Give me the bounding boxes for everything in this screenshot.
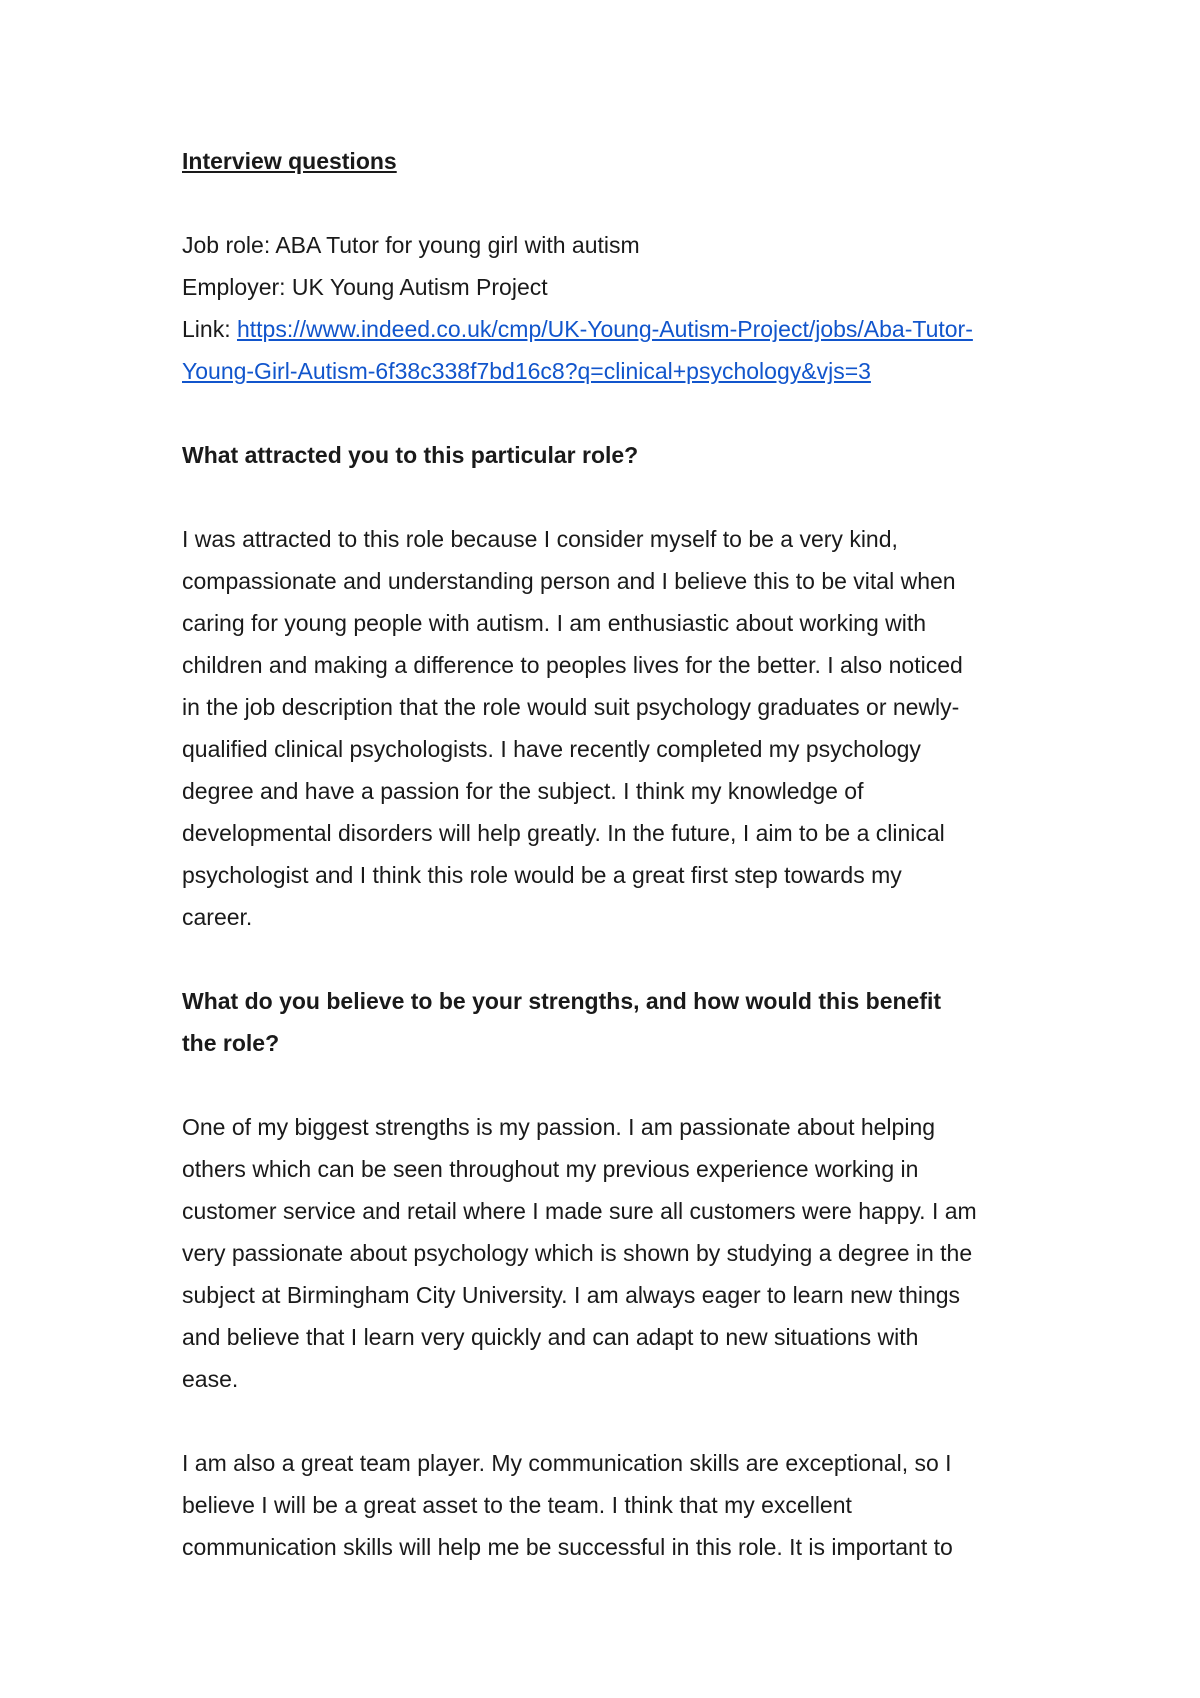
answer-1-line: caring for young people with autism. I am enthusiastic about working with — [182, 610, 927, 636]
answer-2-line: subject at Birmingham City University. I am always eager to learn new things — [182, 1282, 961, 1308]
answer-1-line: qualified clinical psychologists. I have recently completed my psychology — [182, 736, 921, 762]
answer-2-line: customer service and retail where I made sure all customers were happy. I am — [182, 1198, 977, 1224]
answer-3 — [182, 1442, 1034, 1568]
answer-1-line: I was attracted to this role because I consider myself to be a very kind, — [182, 526, 898, 552]
question-1: What attracted you to this particular role? — [182, 442, 639, 468]
answer-1-line: career. — [182, 904, 253, 930]
answer-1-line: degree and have a passion for the subject. I think my knowledge of — [182, 778, 864, 804]
answer-3-line: communication skills will help me be successful in this role. It is important to — [182, 1534, 953, 1560]
job-role: Job role: ABA Tutor for young girl with autism — [182, 232, 640, 258]
question-2-line: the role? — [182, 1030, 280, 1056]
document-body — [182, 140, 1034, 1610]
answer-1-line: developmental disorders will help greatly. In the future, I aim to be a clinical — [182, 820, 945, 846]
answer-2-line: others which can be seen throughout my previous experience working in — [182, 1156, 919, 1182]
answer-1-line: compassionate and understanding person and I believe this to be vital when — [182, 568, 956, 594]
answer-3-line: believe I will be a great asset to the team. I think that my excellent — [182, 1492, 852, 1518]
answer-1-line: children and making a difference to peoples lives for the better. I also noticed — [182, 652, 963, 678]
answer-2-line: and believe that I learn very quickly and can adapt to new situations with — [182, 1324, 919, 1350]
answer-2 — [182, 1106, 1034, 1400]
employer: Employer: UK Young Autism Project — [182, 274, 548, 300]
job-link-part-2[interactable]: Young-Girl-Autism-6f38c338f7bd16c8?q=clinical+psychology&vjs=3 — [182, 358, 871, 384]
answer-2-line: One of my biggest strengths is my passion. I am passionate about helping — [182, 1114, 936, 1140]
answer-1-line: psychologist and I think this role would be a great first step towards my — [182, 862, 902, 888]
answer-2-line: very passionate about psychology which is shown by studying a degree in the — [182, 1240, 973, 1266]
link-label: Link: — [182, 316, 237, 342]
question-2-line: What do you believe to be your strengths, and how would this benefit — [182, 988, 942, 1014]
question-2 — [182, 980, 1034, 1064]
job-link-part-1[interactable]: https://www.indeed.co.uk/cmp/UK-Young-Autism-Project/jobs/Aba-Tutor- — [236, 316, 973, 342]
answer-1-line: in the job description that the role would suit psychology graduates or newly- — [182, 694, 960, 720]
document-title: Interview questions — [182, 148, 397, 174]
answer-2-line: ease. — [182, 1366, 239, 1392]
answer-1 — [182, 518, 1034, 938]
job-link-row — [182, 308, 1034, 392]
answer-3-line: I am also a great team player. My communication skills are exceptional, so I — [182, 1450, 952, 1476]
